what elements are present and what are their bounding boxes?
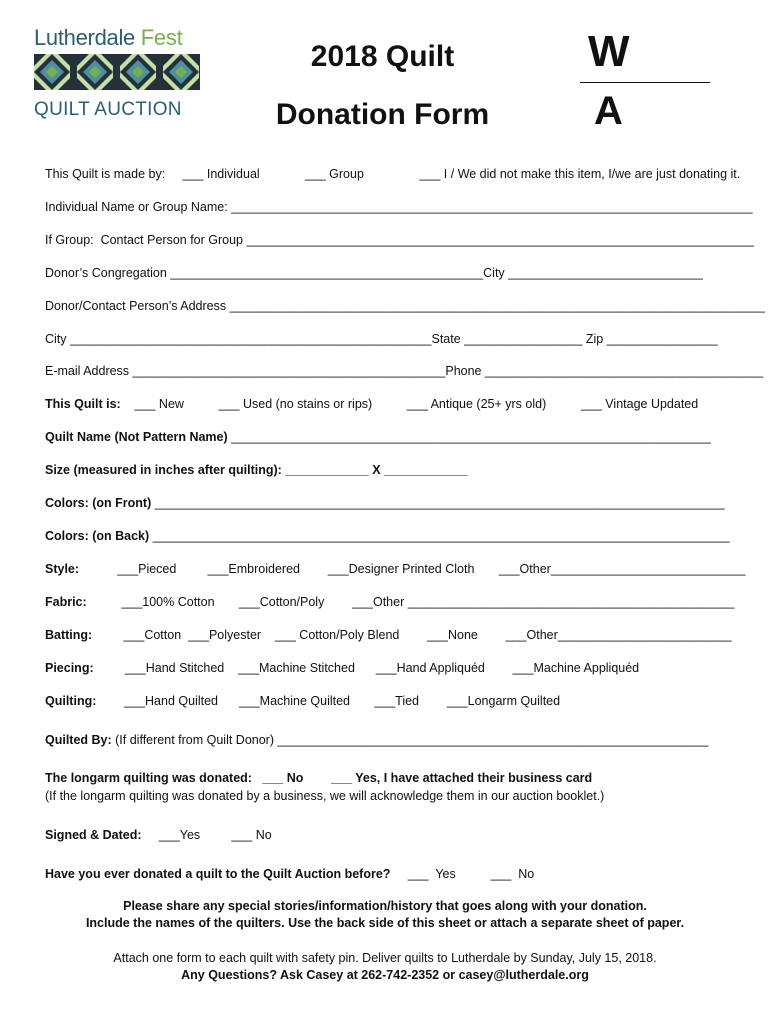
- corner-divider: [580, 82, 710, 83]
- colors-front-line[interactable]: [45, 495, 725, 511]
- title-line-1: 2018 Quilt: [310, 40, 455, 73]
- quilt-name-blank[interactable]: _____________________________________________________________________: [227, 430, 711, 444]
- quilt-condition-label: This Quilt is:: [45, 397, 121, 411]
- donated-before-label: Have you ever donated a quilt to the Quilt Auction before?: [45, 867, 391, 881]
- logo-subtitle: QUILT AUCTION: [34, 99, 182, 120]
- signed-dated-label: Signed & Dated:: [45, 828, 142, 842]
- fabric-line[interactable]: [45, 594, 734, 610]
- form-title: [250, 28, 515, 144]
- share-stories-line-1: Please share any special stories/information/history that goes along with your donation.: [123, 899, 647, 913]
- corner-code-bottom: A: [594, 89, 623, 133]
- size-line[interactable]: Size (measured in inches after quilting): ____________ X ____________: [45, 463, 468, 477]
- corner-code-top: W: [588, 27, 630, 76]
- signed-dated-options[interactable]: ___Yes ___ No: [141, 828, 272, 842]
- signed-dated-line[interactable]: [45, 827, 272, 843]
- fabric-label: Fabric:: [45, 595, 87, 609]
- longarm-question[interactable]: The longarm quilting was donated: ___ No ___ Yes, I have attached their business card: [45, 771, 593, 785]
- quilting-line[interactable]: [45, 693, 560, 709]
- email-phone-line[interactable]: E-mail Address _____________________________________________Phone ________________________________________: [45, 364, 764, 378]
- quilt-condition-options[interactable]: ___ New ___ Used (no stains or rips) ___ Antique (25+ yrs old) ___ Vintage Updated: [120, 397, 699, 411]
- congregation-line[interactable]: Donor’s Congregation _____________________________________________City ____________________________: [45, 266, 703, 280]
- share-stories-line-2: Include the names of the quilters. Use the back side of this sheet or attach a separate sheet of paper.: [85, 916, 685, 930]
- colors-front-blank[interactable]: __________________________________________________________________________________: [151, 496, 725, 510]
- logo-name-part1: Lutherdale: [34, 25, 141, 50]
- city-state-zip-line[interactable]: City ____________________________________________________State _________________ Zip ________________: [45, 332, 718, 346]
- quilted-by-label: Quilted By:: [45, 733, 112, 747]
- quilt-name-label: Quilt Name (Not Pattern Name): [45, 430, 228, 444]
- style-line[interactable]: [45, 561, 745, 577]
- batting-options[interactable]: ___Cotton ___Polyester ___ Cotton/Poly Blend ___None ___Other_________________________: [92, 628, 732, 642]
- delivery-instructions: Attach one form to each quilt with safety pin. Deliver quilts to Lutherdale by Sunday, July 15, 2018.: [113, 951, 657, 965]
- piecing-options[interactable]: ___Hand Stitched ___Machine Stitched ___Hand Appliquéd ___Machine Appliquéd: [93, 661, 640, 675]
- piecing-line[interactable]: [45, 660, 639, 676]
- logo-name-part2: Fest: [140, 25, 183, 50]
- donated-before-line[interactable]: [45, 866, 534, 882]
- batting-line[interactable]: [45, 627, 732, 643]
- quilting-label: Quilting:: [45, 694, 97, 708]
- style-options[interactable]: ___Pieced ___Embroidered ___Designer Printed Cloth ___Other____________________________: [79, 562, 746, 576]
- longarm-note: (If the longarm quilting was donated by a business, we will acknowledge them in our auction booklet.): [45, 789, 605, 803]
- corner-code: [580, 28, 720, 133]
- quilt-pattern-graphic: [34, 54, 200, 90]
- quilted-by-line[interactable]: [45, 732, 709, 748]
- style-label: Style:: [45, 562, 80, 576]
- quilting-options[interactable]: ___Hand Quilted ___Machine Quilted ___Tied ___Longarm Quilted: [96, 694, 561, 708]
- name-line[interactable]: Individual Name or Group Name: ___________________________________________________________________________: [45, 200, 753, 214]
- logo-title: [34, 26, 204, 50]
- contact-person-line[interactable]: If Group: Contact Person for Group _________________________________________________________________________: [45, 233, 754, 247]
- piecing-label: Piecing:: [45, 661, 94, 675]
- donated-before-options[interactable]: ___ Yes ___ No: [390, 867, 535, 881]
- colors-back-line[interactable]: [45, 528, 730, 544]
- logo: [34, 26, 204, 121]
- colors-back-label: Colors: (on Back): [45, 529, 150, 543]
- colors-back-blank[interactable]: ___________________________________________________________________________________: [149, 529, 730, 543]
- quilt-condition-line[interactable]: [45, 396, 698, 412]
- batting-label: Batting:: [45, 628, 93, 642]
- address-line[interactable]: Donor/Contact Person’s Address _____________________________________________________________________________: [45, 299, 765, 313]
- title-line-2: Donation Form: [275, 98, 490, 131]
- colors-front-label: Colors: (on Front): [45, 496, 152, 510]
- quilt-name-line[interactable]: [45, 429, 711, 445]
- fabric-options[interactable]: ___100% Cotton ___Cotton/Poly ___Other _______________________________________________: [86, 595, 735, 609]
- made-by-line[interactable]: This Quilt is made by: ___ Individual ___ Group ___ I / We did not make this item, I/we are just donating it.: [45, 167, 741, 181]
- contact-questions: Any Questions? Ask Casey at 262-742-2352 or casey@lutherdale.org: [181, 968, 589, 982]
- quilted-by-blank[interactable]: (If different from Quilt Donor) ______________________________________________________________: [111, 733, 709, 747]
